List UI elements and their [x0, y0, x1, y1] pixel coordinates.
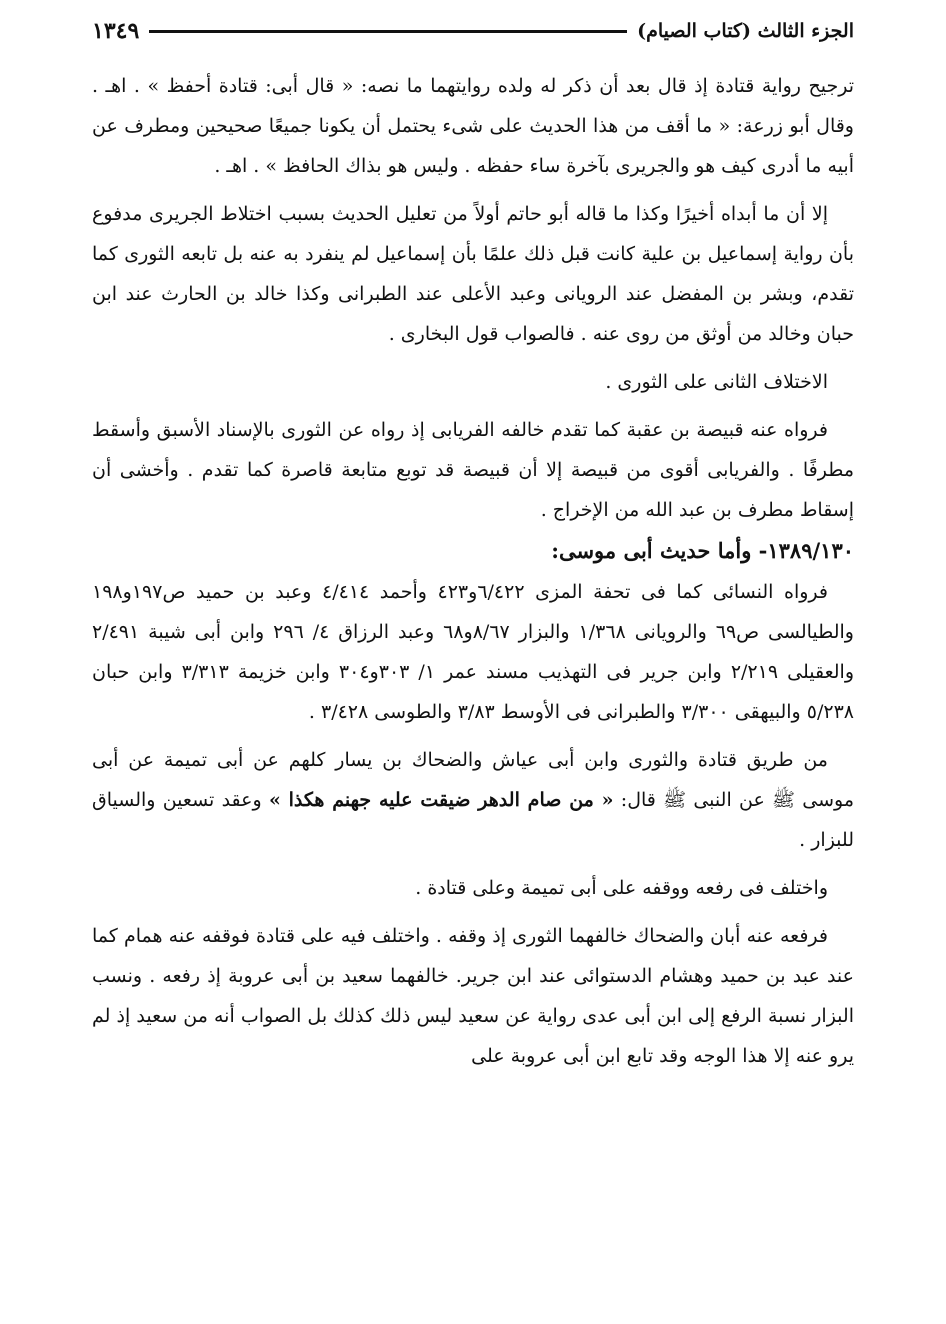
paragraph-3: الاختلاف الثانى على الثورى . [605, 371, 828, 393]
running-title: الجزء الثالث (كتاب الصيام) [637, 20, 854, 42]
paragraph-5: فرواه النسائى كما فى تحفة المزى ٦/٤٢٢و٤٢٣ وأحمد ٤/٤١٤ وعبد بن حميد ص١٩٧و١٩٨ والطيالسى ص٦٩ والرويانى ١/٣٦٨ والبزار ٨/٦٧و٦٨ وعبد الرزاق ٤/ ٢٩٦ وابن أبى شيبة ٢/٤٩١ والعقيلى ٢/٢١٩ وابن جرير فى التهذيب مسند عمر ١/ ٣٠٣و٣٠٤ وابن خزيمة ٣/٣١٣ وابن حبان ٥/٢٣٨ والبيهقى ٣/٣٠٠ والطبرانى فى الأوسط ٣/٨٣ والطوسى ٣/٤٢٨ . [92, 581, 854, 723]
hadith-quote: « من صام الدهر ضيقت عليه جهنم هكذا » [268, 789, 614, 811]
paragraph-2: إلا أن ما أبداه أخيرًا وكذا ما قاله أبو حاتم أولاً من تعليل الحديث بسبب اختلاط الجريرى مدفوع بأن رواية إسماعيل بن علية كانت قبل ذلك علمًا بأن إسماعيل لم ينفرد به عنه بل تابعه الثورى كما تقدم، وبشر بن المفضل عند الرويانى وعبد الأعلى عند الطبرانى وكذا خالد بن الحارث عند ابن حبان وخالد من أوثق من روى عنه . فالصواب قول البخارى . [92, 203, 854, 345]
paragraph-7: واختلف فى رفعه ووقفه على أبى تميمة وعلى قتادة . [415, 877, 828, 899]
paragraph-6-start: من طريق قتادة والثورى وابن أبى عياش والضحاك بن يسار كلهم عن أبى تميمة عن أبى موسى ﷺ عن النبى ﷺ قال: [92, 749, 854, 811]
paragraph-1: ترجيح رواية قتادة إذ قال بعد أن ذكر له ولده روايتهما ما نصه: « قال أبى: قتادة أحفظ » . اهـ . وقال أبو زرعة: « ما أقف من هذا الحديث على شىء يحتمل أن يكونا جميعًا صحيحين ومطرف عن أبيه ما أدرى كيف هو والجريرى بآخرة ساء حفظه . وليس هو بذاك الحافظ » . اهـ . [92, 75, 854, 177]
header-rule [149, 30, 627, 33]
body-text [92, 66, 854, 1076]
page-number: ١٣٤٩ [92, 18, 140, 44]
section-heading: ١٣٨٩/١٣٠- وأما حديث أبى موسى: [551, 538, 854, 563]
paragraph-4: فرواه عنه قبيصة بن عقبة كما تقدم خالفه الفريابى إذ رواه عن الثورى بالإسناد الأسبق وأسقط مطرفًا . والفريابى أقوى من قبيصة إلا أن قبيصة قد توبع متابعة قاصرة كما تقدم . وأخشى أن إسقاط مطرف بن عبد الله من الإخراج . [92, 419, 854, 521]
paragraph-6 [92, 740, 854, 860]
paragraph-8: فرفعه عنه أبان والضحاك خالفهما الثورى إذ وقفه . واختلف فيه على قتادة فوقفه عنه همام كما عند عبد بن حميد وهشام الدستوائى عند ابن جرير. خالفهما سعيد بن أبى عروبة إذ رفعه . ونسب البزار نسبة الرفع إلى ابن أبى عدى رواية عن سعيد ليس ذلك كذلك بل الصواب أنه من سعيد إذ لم يرو عنه إلا هذا الوجه وقد تابع ابن أبى عروبة على [92, 925, 854, 1067]
page-header [92, 14, 854, 48]
paragraph-6-end: وعقد تسعين والسياق للبزار . [92, 789, 854, 851]
